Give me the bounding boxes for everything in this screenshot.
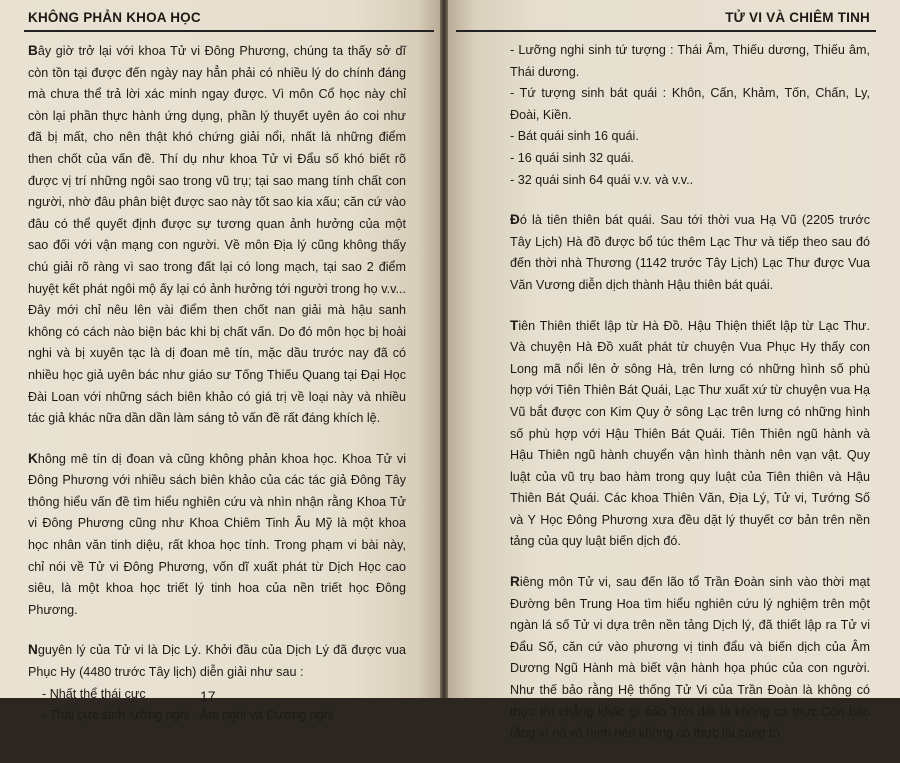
right-list [510, 40, 870, 191]
right-header-rule [456, 30, 876, 32]
list-item: - Bát quái sinh 16 quái. [510, 129, 639, 144]
left-page [0, 0, 440, 723]
initial-letter: N [28, 642, 38, 658]
book-gutter [440, 0, 448, 698]
initial-letter: Đ [510, 212, 520, 228]
initial-letter: R [510, 574, 520, 590]
right-page [448, 0, 900, 741]
left-list [28, 684, 406, 727]
left-running-header: KHÔNG PHẢN KHOA HỌC [28, 10, 201, 25]
left-body [28, 40, 406, 745]
left-paragraph-2: Không mê tín dị đoan và cũng không phản khoa học. Khoa Tử vi Đông Phương với nhiều sách biên khảo của các tác giả Đông Tây thông hiểu vấn đề tìm hiểu nghiên cứu và nhìn nhận rằng Khoa Tử vi Đông Phương cũng như Khoa Chiêm Tinh Âu Mỹ là một khoa học nhân văn tinh diệu, rất khoa học tính. Trong phạm vi bài này, chỉ nói về Tử vi Đông Phương, vốn dĩ xuất phát từ Dịch Học cao siêu, là một khoa học triết lý tinh hoa của nền triết học Đông Phương. [28, 450, 406, 617]
list-item: - 16 quái sinh 32 quái. [510, 150, 634, 165]
initial-letter: K [28, 450, 38, 466]
list-item: - Lưỡng nghi sinh tứ tượng : Thái Âm, Thiếu dương, Thiếu âm, Thái dương. [510, 43, 870, 79]
right-body [510, 40, 870, 763]
list-item: - 32 quái sinh 64 quái v.v. và v.v.. [510, 172, 694, 187]
right-paragraph-1: Đó là tiên thiên bát quái. Sau tới thời vua Hạ Vũ (2205 trước Tây Lịch) Hà đồ được bổ túc thêm Lạc Thư và tiếp theo sau đó đến thời nhà Thương (1142 trước Tây Lịch) Lạc Thư được Vua Văn Vương diễn dịch thành Hậu thiên bát quái. [510, 212, 870, 292]
left-paragraph-3: Nguyên lý của Tử vi là Dịc Lý. Khởi đầu của Dịch Lý đã được vua Phục Hy (4480 trước Tây lịch) diễn giải như sau : [28, 642, 406, 680]
list-item: - Tứ tượng sinh bát quái : Khôn, Cấn, Khảm, Tốn, Chấn, Ly, Đoài, Kiền. [510, 86, 870, 122]
left-paragraph-1: Bây giờ trở lại với khoa Tử vi Đông Phương, chúng ta thấy sở dĩ còn tồn tại được đến ngày nay hẳn phải có nhiều lý do chính đáng mà chưa thể trả lời xác minh ngay được. Vì môn Cổ học này chỉ còn lại phần thực hành ứng dụng, phần lý thuyết uyên áo coi như đã bị mất, cho nên thật khó chứng giải nổi, nhất là những điểm then chốt của vấn đề. Thí dụ như khoa Tử vi Đẩu số khó biết rõ được vị trí những ngôi sao trong vũ trụ; tại sao mang tính chất con người, nhờ đâu phân biệt được sao này tốt sao kia xấu; căn cứ vào đâu có thể quyết định được sự tương quan ảnh hưởng của một sao đối với vận mạng con người. Về môn Địa lý cũng không thấy chú giải rõ ràng vì sao trong đất lại có long mạch, tại sao 2 điểm huyệt kết phát ngôi mộ ấy lại có ảnh hưởng tới người trong họ v.v... Đây mới chỉ nêu lên vài điểm then chốt nan giải mà hậu sanh không có cách nào biện bác khi bị chất vấn. Do đó môn học bị hoài nghi và bị xuyên tạc là dị đoan mê tín, mặc dầu trước nay đã có nhiều học giả uyên bác như giáo sư Tống Thiếu Quang tại Đại Học Đài Loan với những sách biên khảo có giá trị về loại này và nhiều tác giả khác nữa dần dần làm sáng tỏ vấn đề rất đáng khích lệ. [28, 43, 406, 426]
initial-letter: B [28, 43, 38, 58]
left-header-rule [24, 30, 434, 32]
right-paragraph-3: Riêng môn Tử vi, sau đến lão tổ Trần Đoàn sinh vào thời mạt Đường bên Trung Hoa tìm hiểu nghiên cứu lý nghiệm trên một ngàn lá số Tử vi dựa trên nền tảng Dịch lý, đã thiết lập ra Tử vi Đẩu Số, căn cứ vào phương vị tinh đẩu và biến dịch của Âm Dương Ngũ Hành mà biết vận hành họa phúc của con người. Như thế bảo rằng Hệ thống Tử Vi của Trần Đoàn là không có thực thì chẳng khác gì bảo Trời đất là không có thực.Còn bảo rằng vì nó vô hình nên không có thực lài càng tỏ [510, 574, 870, 741]
page-number: 17 [200, 688, 216, 704]
list-item: - Thái cực sinh lưỡng nghi : Âm nghi và Dương nghi [42, 708, 334, 723]
right-running-header: TỬ VI VÀ CHIÊM TINH [725, 10, 870, 25]
list-item: - Nhất thể thái cực [42, 686, 146, 701]
right-paragraph-2: Tiên Thiên thiết lập từ Hà Đồ. Hậu Thiện thiết lập từ Lạc Thư. Và chuyện Hà Đồ xuất phát từ chuyện Vua Phục Hy thấy con Long mã nổi lên ở sông Hà, trên lưng có những hình số phù hợp với Tiên Thiên Bát Quái, Lạc Thư xuất xứ từ chuyện vua Hạ Vũ bắt được con Kim Quy ở sông Lạc trên lưng có những hình số phù hợp với Hậu Thiên Bát Quái. Tiên Thiên ngũ hành và Hậu Thiên ngũ hành chuyển vận hình thành nên vạn vật. Quy luật của vũ trụ bao hàm trong quy luật của Tiên thiên và Hậu Thiên Bát Quái. Các khoa Thiên Văn, Địa Lý, Tử vi, Tướng Số và Y Học Đông Phương xưa đều dặt lý thuyết cơ bản trên nền tảng của quy luật biến dịch đó. [510, 317, 870, 549]
initial-letter: T [510, 317, 519, 333]
